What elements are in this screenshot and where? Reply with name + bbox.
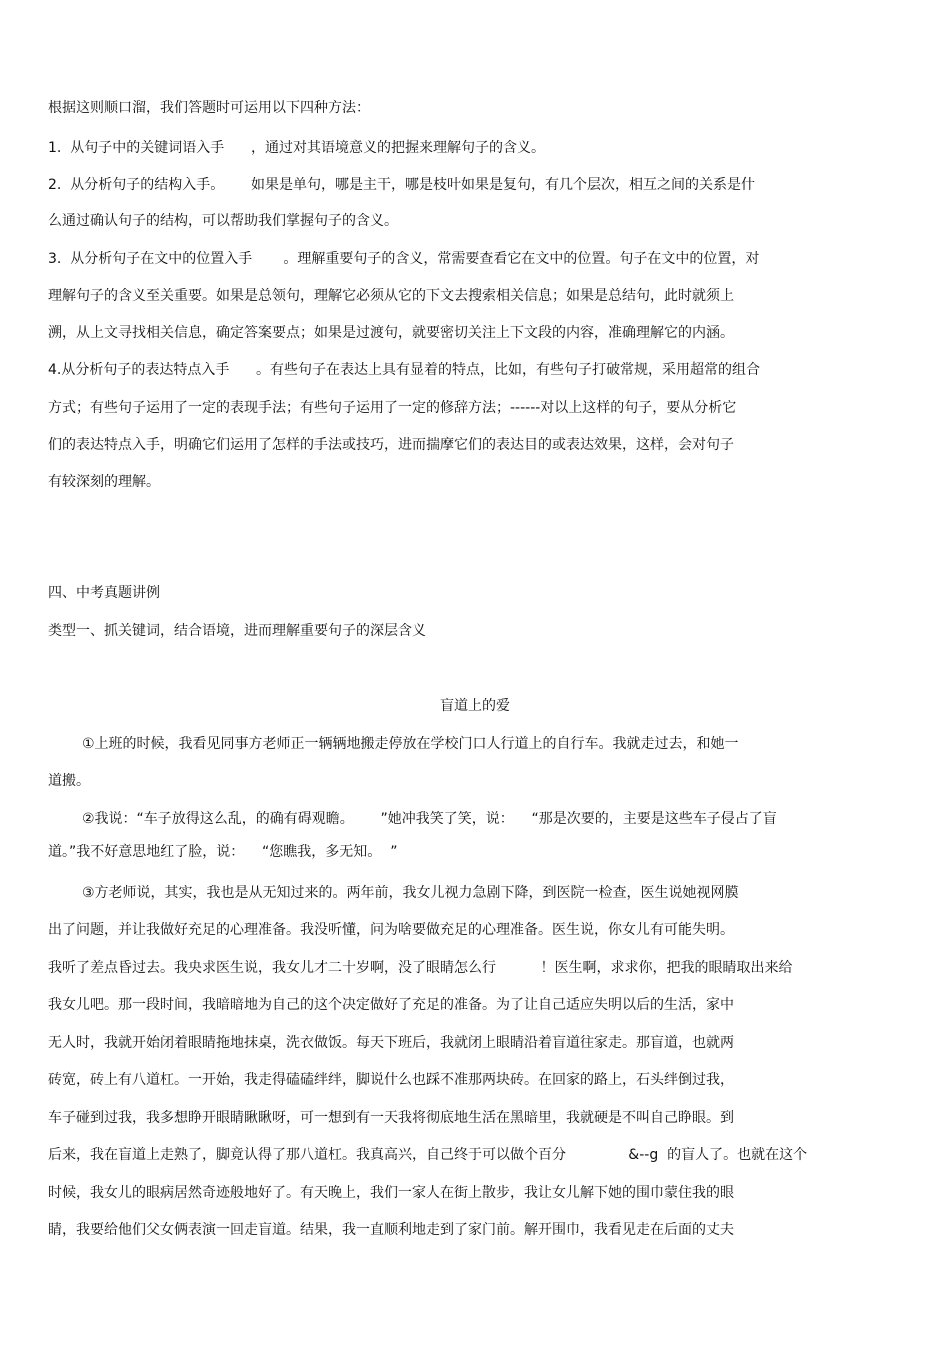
method-3-line-3: 溯，从上文寻找相关信息，确定答案要点；如果是过渡句，就要密切关注上下文段的内容，准确理解它的内涵。 xyxy=(48,325,734,341)
paragraph-3-line-7: 车子碰到过我，我多想睁开眼睛瞅瞅呀，可一想到有一天我将彻底地生活在黑暗里，我就硬是不叫自己睁眼。到 xyxy=(48,1110,734,1126)
method-2-line-2: 么通过确认句子的结构，可以帮助我们掌握句子的含义。 xyxy=(48,213,398,229)
method-3-line-2: 理解句子的含义至关重要。如果是总领句，理解它必须从它的下文去搜索相关信息；如果是总结句，此时就须上 xyxy=(48,288,734,304)
paragraph-2-line-2: 道。”我不好意思地红了脸，说： “您瞧我，多无知。 ” xyxy=(48,844,398,860)
method-4-line-4: 有较深刻的理解。 xyxy=(48,474,160,490)
paragraph-2-line-1: ②我说：“车子放得这么乱，的确有碍观瞻。 ”她冲我笑了笑，说： “那是次要的，主要是这些车子侵占了盲 xyxy=(82,811,777,827)
paragraph-3-line-8: 后来，我在盲道上走熟了，脚竟认得了那八道杠。我真高兴，自己终于可以做个百分 &--g 的盲人了。也就在这个 xyxy=(48,1147,808,1163)
type-1-heading: 类型一、抓关键词，结合语境，进而理解重要句子的深层含义 xyxy=(48,623,426,639)
method-4-line-2: 方式；有些句子运用了一定的表现手法；有些句子运用了一定的修辞方法；------对以上这样的句子，要从分析它 xyxy=(48,400,737,416)
paragraph-3-line-1: ③方老师说，其实，我也是从无知过来的。两年前，我女儿视力急剧下降，到医院一检查，医生说她视网膜 xyxy=(82,885,739,901)
paragraph-1-line-1: ①上班的时候，我看见同事方老师正一辆辆地搬走停放在学校门口人行道上的自行车。我就走过去，和她一 xyxy=(82,736,739,752)
method-2-line-1: 2. 从分析句子的结构入手。 如果是单句，哪是主干，哪是枝叶如果是复句，有几个层次，相互之间的关系是什 xyxy=(48,177,755,193)
method-3-line-1: 3. 从分析句子在文中的位置入手 。理解重要句子的含义，常需要查看它在文中的位置。句子在文中的位置，对 xyxy=(48,251,760,267)
paragraph-3-line-4: 我女儿吧。那一段时间，我暗暗地为自己的这个决定做好了充足的准备。为了让自己适应失明以后的生活，家中 xyxy=(48,997,734,1013)
paragraph-3-line-9: 时候，我女儿的眼病居然奇迹般地好了。有天晚上，我们一家人在街上散步，我让女儿解下她的围巾蒙住我的眼 xyxy=(48,1185,734,1201)
method-4-line-1: 4.从分析句子的表达特点入手 。有些句子在表达上具有显着的特点，比如，有些句子打破常规，采用超常的组合 xyxy=(48,362,761,378)
method-4-line-3: 们的表达特点入手，明确它们运用了怎样的手法或技巧，进而揣摩它们的表达目的或表达效果，这样，会对句子 xyxy=(48,437,734,453)
paragraph-3-line-6: 砖宽，砖上有八道杠。一开始，我走得磕磕绊绊，脚说什么也踩不准那两块砖。在回家的路上，石头绊倒过我， xyxy=(48,1072,734,1088)
paragraph-1-line-2: 道搬。 xyxy=(48,773,90,789)
section-heading: 四、中考真题讲例 xyxy=(48,585,160,601)
paragraph-3-line-3: 我听了差点昏过去。我央求医生说，我女儿才二十岁啊，没了眼睛怎么行 ！医生啊，求求你，把我的眼睛取出来给 xyxy=(48,960,793,976)
paragraph-3-line-10: 睛，我要给他们父女俩表演一回走盲道。结果，我一直顺利地走到了家门前。解开围巾，我看见走在后面的丈夫 xyxy=(48,1222,734,1238)
method-1: 1. 从句子中的关键词语入手 ，通过对其语境意义的把握来理解句子的含义。 xyxy=(48,140,545,156)
paragraph-3-line-5: 无人时，我就开始闭着眼睛拖地抹桌，洗衣做饭。每天下班后，我就闭上眼睛沿着盲道往家走。那盲道，也就两 xyxy=(48,1035,734,1051)
paragraph-3-line-2: 出了问题，并让我做好充足的心理准备。我没听懂，问为啥要做充足的心理准备。医生说，你女儿有可能失明。 xyxy=(48,922,734,938)
article-title: 盲道上的爱 xyxy=(440,698,510,714)
intro-line: 根据这则顺口溜，我们答题时可运用以下四种方法： xyxy=(48,100,370,116)
